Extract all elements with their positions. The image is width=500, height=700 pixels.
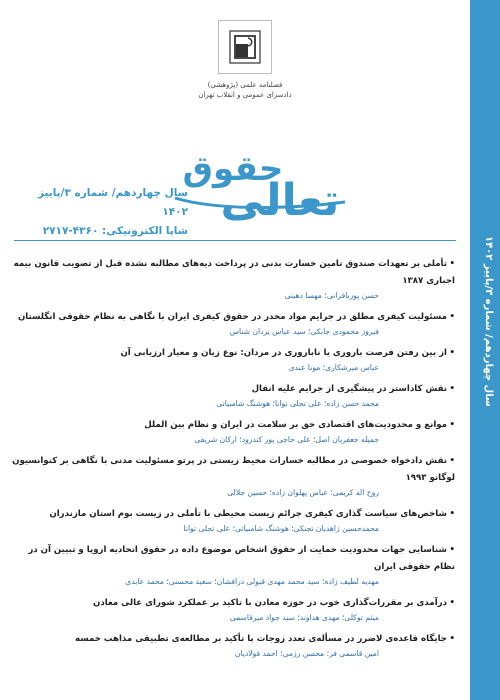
- article-authors: حسن پوربافرانی؛ مهسا دهینی: [284, 291, 379, 300]
- article-title: جایگاه قاعده‌ی لاضرر در مسأله‌ی تعدد زوجات با تأکید بر مطالعه‌ی تطبیقی مذاهب خمسه: [75, 634, 447, 644]
- bullet-icon: •: [449, 456, 455, 466]
- journal-title-word-1: تعالی: [220, 175, 340, 226]
- bullet-icon: •: [449, 384, 455, 394]
- article-item: [12, 453, 459, 499]
- publisher-logo: [218, 20, 272, 74]
- issn-line: شاپا الکترونیکی: ۴۳۶۰-۲۷۱۷: [42, 225, 188, 237]
- article-item: [12, 309, 459, 338]
- cover-spine: [470, 0, 500, 700]
- article-title: نقش کاداستر در پیشگیری از جرایم علیه انفال: [251, 384, 447, 394]
- article-authors: محمد حسن زاده؛ علی تجلی توانا؛ هوشنگ شامبیاتی: [216, 399, 379, 408]
- article-item: [12, 595, 459, 624]
- spine-issue-text: سال چهاردهم/ شماره ۳/پاییز ۱۴۰۲: [483, 236, 494, 407]
- bullet-icon: •: [449, 509, 455, 519]
- issue-line: سال چهاردهم/ شماره ۳/پاییز ۱۴۰۲: [37, 187, 188, 218]
- article-authors: روح اله کریمی؛ عباس پهلوان زاده؛ حسین جلالی: [227, 488, 379, 497]
- publisher-line-2: دادسرای عمومی و انقلاب تهران: [198, 91, 292, 99]
- publisher-line-1: فصلنامه علمی (پژوهشی): [207, 81, 283, 89]
- article-title: موانع و محدودیت‌های اقتصادی حق بر سلامت در ایران و نظام بین الملل: [144, 420, 447, 430]
- bullet-icon: •: [449, 420, 455, 430]
- article-item: [12, 506, 459, 535]
- article-authors: جمیله جعفریان اصل؛ علی حاجی پور کندرود؛ ارکان شریفی: [194, 435, 379, 444]
- article-authors: مهدیه لطیف زاده؛ سید محمد مهدی قبولی درافشان؛ سعید محسنی؛ محمد عابدی: [125, 577, 379, 586]
- article-authors: میثم توکلی؛ مهدی هداوند؛ سید جواد میرقاسمی: [229, 613, 379, 622]
- article-item: [12, 345, 459, 374]
- bullet-icon: •: [449, 545, 455, 555]
- article-title: نقش دادخواه خصوصی در مطالبه خسارات محیط زیستی در پرتو مسئولیت مدنی با نگاهی بر کنوانسیون لوگانو ۱۹۹۳: [12, 456, 455, 483]
- article-item: [12, 381, 459, 410]
- article-item: [12, 417, 459, 446]
- issue-info: [18, 184, 188, 241]
- section-divider: [14, 240, 456, 241]
- article-authors: امین قاسمی فر؛ محسن رزمی؛ احمد فولادیان: [234, 649, 379, 658]
- article-title: مسئولیت کیفری مطلق در جرایم مواد مخدر در حقوق کیفری ایران با نگاهی به نظام حقوقی انگلستان: [17, 312, 447, 322]
- article-authors: عباس میرشکاری؛ مونا عبدی: [288, 363, 379, 372]
- bullet-icon: •: [449, 634, 455, 644]
- article-item: [12, 256, 459, 302]
- bullet-icon: •: [449, 598, 455, 608]
- publisher-name: [180, 80, 310, 100]
- article-authors: فیروز محمودی جانکی؛ سید عباس یزدان شناس: [229, 327, 379, 336]
- bullet-icon: •: [449, 348, 455, 358]
- bullet-icon: •: [449, 259, 455, 269]
- article-title: شناسایی جهات محدودیت حمایت از حقوق اشخاص موضوع داده در حقوق اتحادیه اروپا و تبیین آن در نظام حقوقی ایران: [28, 545, 455, 572]
- bullet-icon: •: [449, 312, 455, 322]
- article-title: تأملی بر تعهدات صندوق تامین خسارت بدنی در پرداخت دیه‌های مطالبه نشده قبل از تصویب قانون بیمه اجباری ۱۳۸۷: [13, 259, 455, 286]
- article-title: از بین رفتن فرصت باروری یا ناباروری در مردان: نوع زیان و معیار ارزیابی آن: [120, 348, 447, 358]
- journal-title-word-2: حقوق: [182, 149, 284, 189]
- article-title: درآمدی بر مقررات‌گذاری خوب در حوزه معادن با تاکید بر عملکرد شورای عالی معادن: [93, 598, 447, 608]
- logo-icon: [229, 30, 261, 64]
- article-item: [12, 542, 459, 588]
- article-title: شاخص‌های سیاست گذاری کیفری جرائم زیست محیطی با تأملی در زیست بوم استان مازندران: [49, 509, 447, 519]
- article-item: [12, 631, 459, 660]
- table-of-contents: [12, 256, 459, 667]
- article-authors: محمدحسین زاهدیان تجنکی؛ هوشنگ شامبیاتی؛ علی تجلی توانا: [183, 524, 379, 533]
